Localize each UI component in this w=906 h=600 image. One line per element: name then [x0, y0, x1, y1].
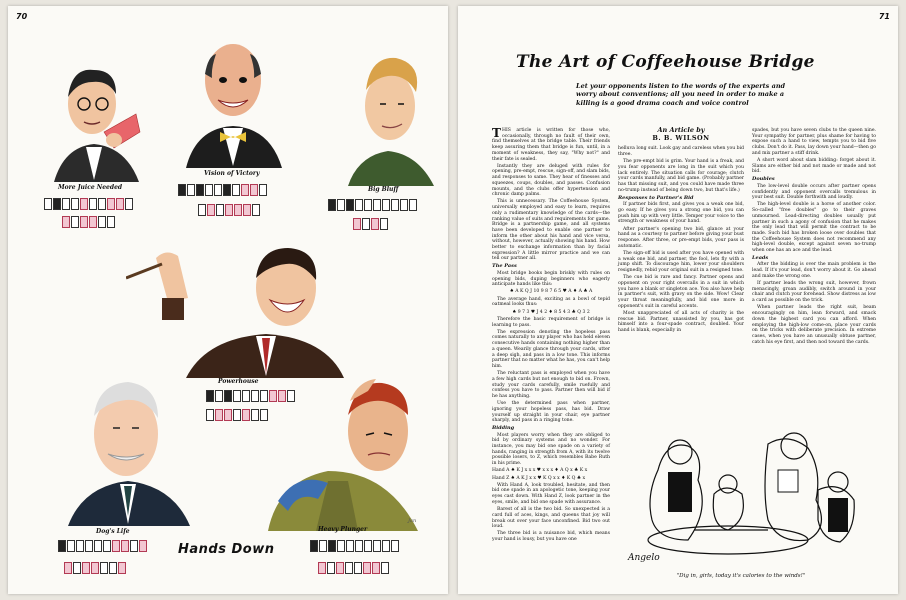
drop-cap: T — [492, 126, 501, 140]
cartoon-illustration — [618, 410, 864, 568]
page-number-left: 70 — [16, 12, 28, 21]
hand-vision-row1 — [178, 184, 267, 196]
article-deck: Let your opponents listen to the words of the experts and worry about conventions; all you need in order to make a killing is a good drama coach and voice control — [576, 82, 786, 107]
paragraph: The pre-empt bid is grim. Your hand is a freak, and you fear opponents are long in the suit which you lack entirely. The situation calls for courage; clutch your cards manfully, and bid game. (Probably partner has that missing suit, and you could have made three no-trump instead of being down two, but that's life.) — [618, 159, 744, 193]
paragraph: The high-level double is a horse of another color. So-called "free doubles" go to their graves unmourned. Lead-directing doubles usually put partner in such a agony of confusion that he makes the only lead that will permit the contract to be made. Such bid has broken loose over doubles that the Coffeehouse System does not recommend any high-level double, except against seven no-trump when one has an ace and the lead. — [752, 202, 876, 254]
article-column-3 — [752, 128, 876, 347]
article-title: The Art of Coffeehouse Bridge — [516, 52, 815, 72]
paragraph: The sign-off bid is used after you have opened with a weak one bid, and partner, the fool, lets fly with a jump shift. To discourage him, lower your shoulders resignedly, rebid your original suit in a resigned tone. — [618, 250, 744, 273]
paragraph: The average hand, exciting as a bowl of tepid oatmeal looks thus: — [492, 296, 610, 308]
artist-signature-left: Jan — [408, 518, 417, 524]
cartoon-caption: "Dig in, girls, today it's calories to the winds!" — [676, 573, 806, 579]
paragraph: The three bid is a nuisance bid, which means your hand is lousy, but you have one — [492, 531, 610, 543]
paragraph: With Hand A, look troubled, hesitate, and then bid one spade in an apologetic tone, keeping your eyes cast down. With Hand Z, look partner in the eyes, smile, and bid one spade with assurance. — [492, 482, 610, 505]
portrait-dogs-life — [58, 366, 198, 526]
paragraph: After the bidding is over the main problem is the lead. If it's your lead, don't worry about it. Go ahead and make the wrong one. — [752, 262, 876, 279]
example-hand: Hand A ♠ K J x x x ♥ x x x ♦ A Q x ♣ K x — [492, 468, 588, 474]
caption-vision-of-victory: Vision of Victory — [204, 170, 260, 177]
caption-big-bluff: Big Bluff — [368, 186, 399, 193]
section-heading-hands-down: Hands Down — [178, 542, 275, 557]
paragraph: Most players worry when they are obliged to bid by ordinary systems and no wonder. For instance, you may bid one spade on a variety of hands, ranging in strength from A, with its twelve possible losers, to Z, which resembles Babe Ruth in his prime. — [492, 432, 610, 467]
example-hand: ♠ A K Q J 10 9 8 7 6 5 ♥ A ♦ A ♣ A — [509, 289, 593, 295]
paragraph: The expression denoting the hopeless pass comes naturally to any player who has held eleven consecutive hands containing nothing higher than a queen. Wearily glance through your cards, utter a deep sigh, and pass in a low tone. This informs partner that no matter what he has, you can't help him. — [492, 329, 611, 369]
article-column-2 — [618, 128, 744, 335]
byline: An Article by — [657, 126, 705, 134]
caption-dogs-life: Dog's Life — [96, 528, 130, 535]
subhead-doubles: Doubles — [752, 176, 775, 183]
hand-more-juice-row2 — [62, 216, 115, 228]
hand-dogs-life-row2 — [64, 562, 126, 574]
hand-more-juice-row1 — [44, 198, 133, 210]
paragraph: Instantly they are deluged with rules for opening, pre-empt, rescue, sign-off, and slam bids, and responses to same. They hear of finesses and squeezes, coups, doubles, and passes. Confusion mounts, and the clubs offer hypertension and chronic damp palms. — [492, 163, 611, 198]
hand-vision-row2 — [198, 204, 260, 216]
left-page — [8, 6, 448, 594]
subhead-leads: Leads — [752, 254, 769, 261]
hand-heavy-plunger-row2 — [318, 562, 389, 574]
paragraph: The low-level double occurs after partner opens confidently and opponent overcalls tremulous in your best suit. Double forthwith and loudly. — [752, 183, 876, 201]
article-intro: HIS article is written for those who, occasionally, through no fault of their own, find themselves at the bridge table. Their friends keep assuring them that bridge is fun, until, in a moment of weakness, they say, "Why not?" and their fate is sealed. — [492, 128, 610, 162]
page-number-right: 71 — [878, 12, 890, 21]
paragraph: If partner bids first, and gives you a weak one bid, go easy. If he gives you a strong one bid, you can push him up with very little. Temper your voice to the strength or weakness of your hand. — [618, 202, 744, 225]
paragraph: Barest of all is the two bid. So unexpected is a card full of aces, kings, and queens that joy will break out over your face unconfined. Bid two out loud. — [492, 507, 610, 530]
portrait-more-juice-needed — [44, 52, 144, 182]
paragraph: spades, but you have seven clubs to the queen nine. Your sympathy for partner, plus shame for having to expose such a hand to view, tempts you to bid five clubs. Don't do it. Pass, lay down your hand—then go and mix partner a stiff drink. — [752, 128, 876, 156]
caption-powerhouse: Powerhouse — [218, 378, 259, 385]
cartoon-signature: Angelo — [628, 553, 660, 563]
right-page — [458, 6, 898, 594]
subhead-the-pass: The Pass — [492, 263, 517, 270]
subhead-responses: Responses to Partner's Bid — [618, 194, 694, 201]
paragraph: If partner leads the wrong suit, however, frown menacingly, groan audibly, switch around in your chair and clutch your forehead. Show distress as low a card as possible on the trick. — [752, 281, 876, 304]
paragraph: When partner leads the right suit, beam encouragingly on him, lean forward, and smack down the highest card you can afford. When employing the high-low come-on, place your cards on the tricks with deliberate precision. In extreme cases, when you have an unusually obtuse partner, catch his eye first, and then nod toward the cards. — [752, 305, 876, 345]
paragraph: Therefore the basic requirement of bridge is learning to pass. — [492, 316, 610, 328]
paragraph: The cue bid is rare and fancy. Partner opens and opponent on your right overcalls in a suit in which you have a blank or singleton ace. You also have help in partner's suit, with gravy on the side. Wow! Clear your throat meaningfully, and bid one more in opponent's suit in careful accents. — [618, 275, 744, 309]
hand-dogs-life-row1 — [58, 540, 147, 552]
paragraph: Use the determined pass when partner, ignoring your hopeless pass, has bid. Draw yourself up straight in your chair, eye partner sharply, and pass in a ringing tone. — [492, 401, 610, 424]
hand-big-bluff-row2 — [353, 218, 388, 230]
caption-heavy-plunger: Heavy Plunger — [318, 526, 368, 533]
subhead-bidding: Bidding — [492, 424, 515, 431]
portrait-vision-of-victory — [178, 28, 288, 168]
author-name: B. B. WILSON — [652, 133, 710, 142]
hand-big-bluff-row1 — [328, 199, 417, 211]
portrait-powerhouse — [126, 238, 346, 378]
hand-heavy-plunger-row1 — [310, 540, 399, 552]
article-column-1 — [492, 128, 610, 544]
paragraph: Most unappreciated of all acts of charity is the rescue bid. Partner, unassisted by you, has got himself into a four-spade contract, doubled. Your hand is blank, especially in — [618, 310, 744, 333]
portrait-big-bluff — [338, 46, 438, 186]
paragraph: Most bridge books begin briskly with rules on opening bids, duping beginners who eagerly anticipate hands like this: — [492, 270, 610, 288]
example-hand: ♠ 9 7 3 ♥ J 4 2 ♦ 8 5 4 3 ♣ Q 3 2 — [512, 309, 590, 315]
paragraph: A short word about slam bidding: forget about it. Slams are either bid and not made or made and not bid. — [752, 158, 876, 175]
paragraph: helluva long suit. Look gay and careless when you bid three. — [618, 146, 744, 158]
paragraph: The reluctant pass is employed when you have a few high cards but not enough to bid on. Frown, study your cards carefully, smile ruefully and confess you have to pass. Partner then will bid if he has anything. — [492, 371, 610, 399]
paragraph: This is unnecessary. The Coffeehouse System, universally employed and easy to learn, requires only a rudimentary knowledge of the cards—the ranking value of suits and requirements for game. Bridge is a partnership game, and all systems have been developed to enable one partner to inform the other about his hand and vice versa, without, however, actually showing his hand. How better to exchange information than by facial expression? A little mirror practice and we can tell our partner all. — [492, 199, 610, 262]
paragraph: After partner's opening two bid, glance at your hand as a courtesy to partner before giving your bust response. After three, or pre-empt bids, your pass is automatic. — [618, 226, 744, 249]
caption-more-juice-needed: More Juice Needed — [58, 184, 123, 191]
example-hand: Hand Z ♠ A K J x x ♥ K Q x x ♦ K Q ♣ x — [492, 475, 586, 481]
portrait-heavy-plunger — [258, 371, 428, 531]
